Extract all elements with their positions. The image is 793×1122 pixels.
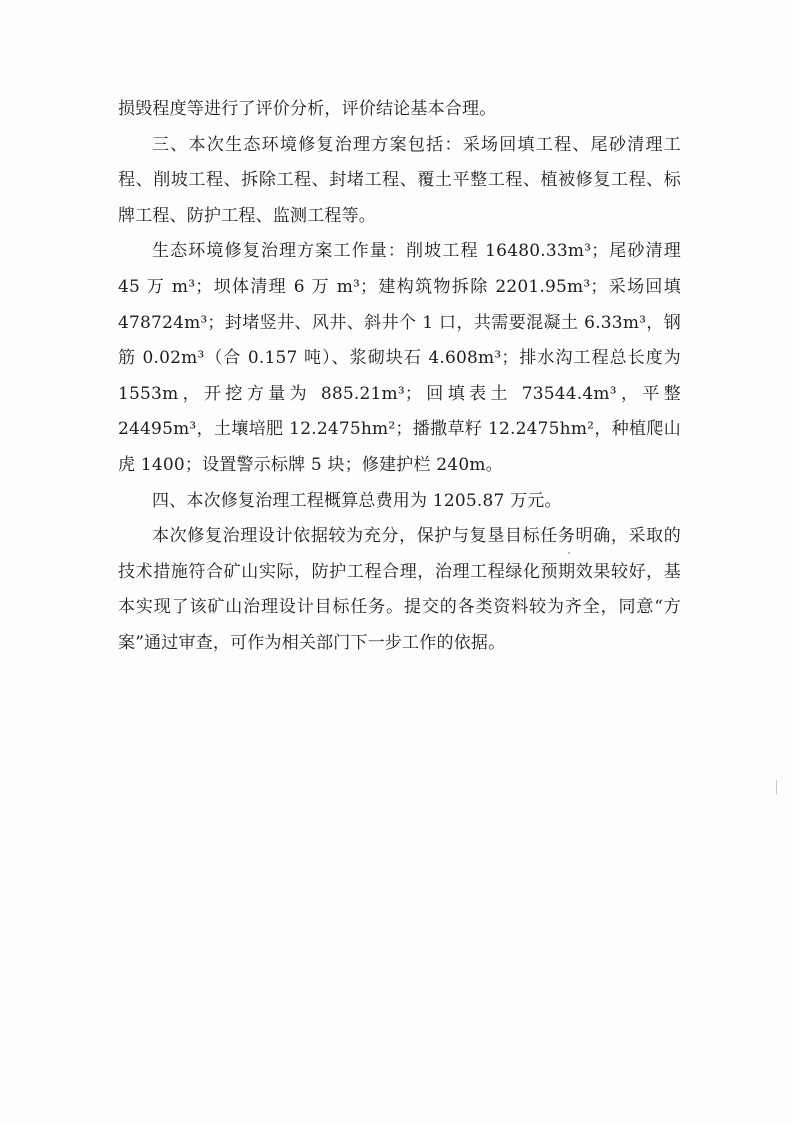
- paragraph-section-three: 三、本次生态环境修复治理方案包括：采场回填工程、尾砂清理工程、削坡工程、拆除工程、封堵工程、覆土平整工程、植被修复工程、标牌工程、防护工程、监测工程等。: [118, 134, 681, 226]
- document-body: [118, 92, 681, 662]
- paragraph-continuation: 损毁程度等进行了评价分析，评价结论基本合理。: [118, 99, 497, 119]
- paragraph-workload: 生态环境修复治理方案工作量：削坡工程 16480.33m³；尾砂清理45 万 m³；坝体清理 6 万 m³；建构筑物拆除 2201.95m³；采场回填478724m³；封堵竖井、风井、斜井个 1 口，共需要混凝土 6.33m³，钢筋 0.02m³（合 0.157 吨）、浆砌块石 4.608m³；排水沟工程总长度为 1553m，开挖方量为 885.21m³；回填表土 73544.4m³，平整 24495m³，土壤培肥 12.2475hm²；播撒草籽 12.2475hm²，种植爬山虎 1400；设置警示标牌 5 块；修建护栏 240m。: [118, 241, 681, 475]
- paragraph-conclusion: 本次修复治理设计依据较为充分，保护与复垦目标任务明确，采取的技术措施符合矿山实际，防护工程合理，治理工程绿化预期效果较好，基本实现了该矿山治理设计目标任务。提交的各类资料较为齐全，同意“方案”通过审查，可作为相关部门下一步工作的依据。: [118, 526, 681, 653]
- scan-speck: [568, 552, 570, 554]
- paragraph-section-four: 四、本次修复治理工程概算总费用为 1205.87 万元。: [152, 490, 562, 511]
- scan-edge-mark: [776, 780, 777, 794]
